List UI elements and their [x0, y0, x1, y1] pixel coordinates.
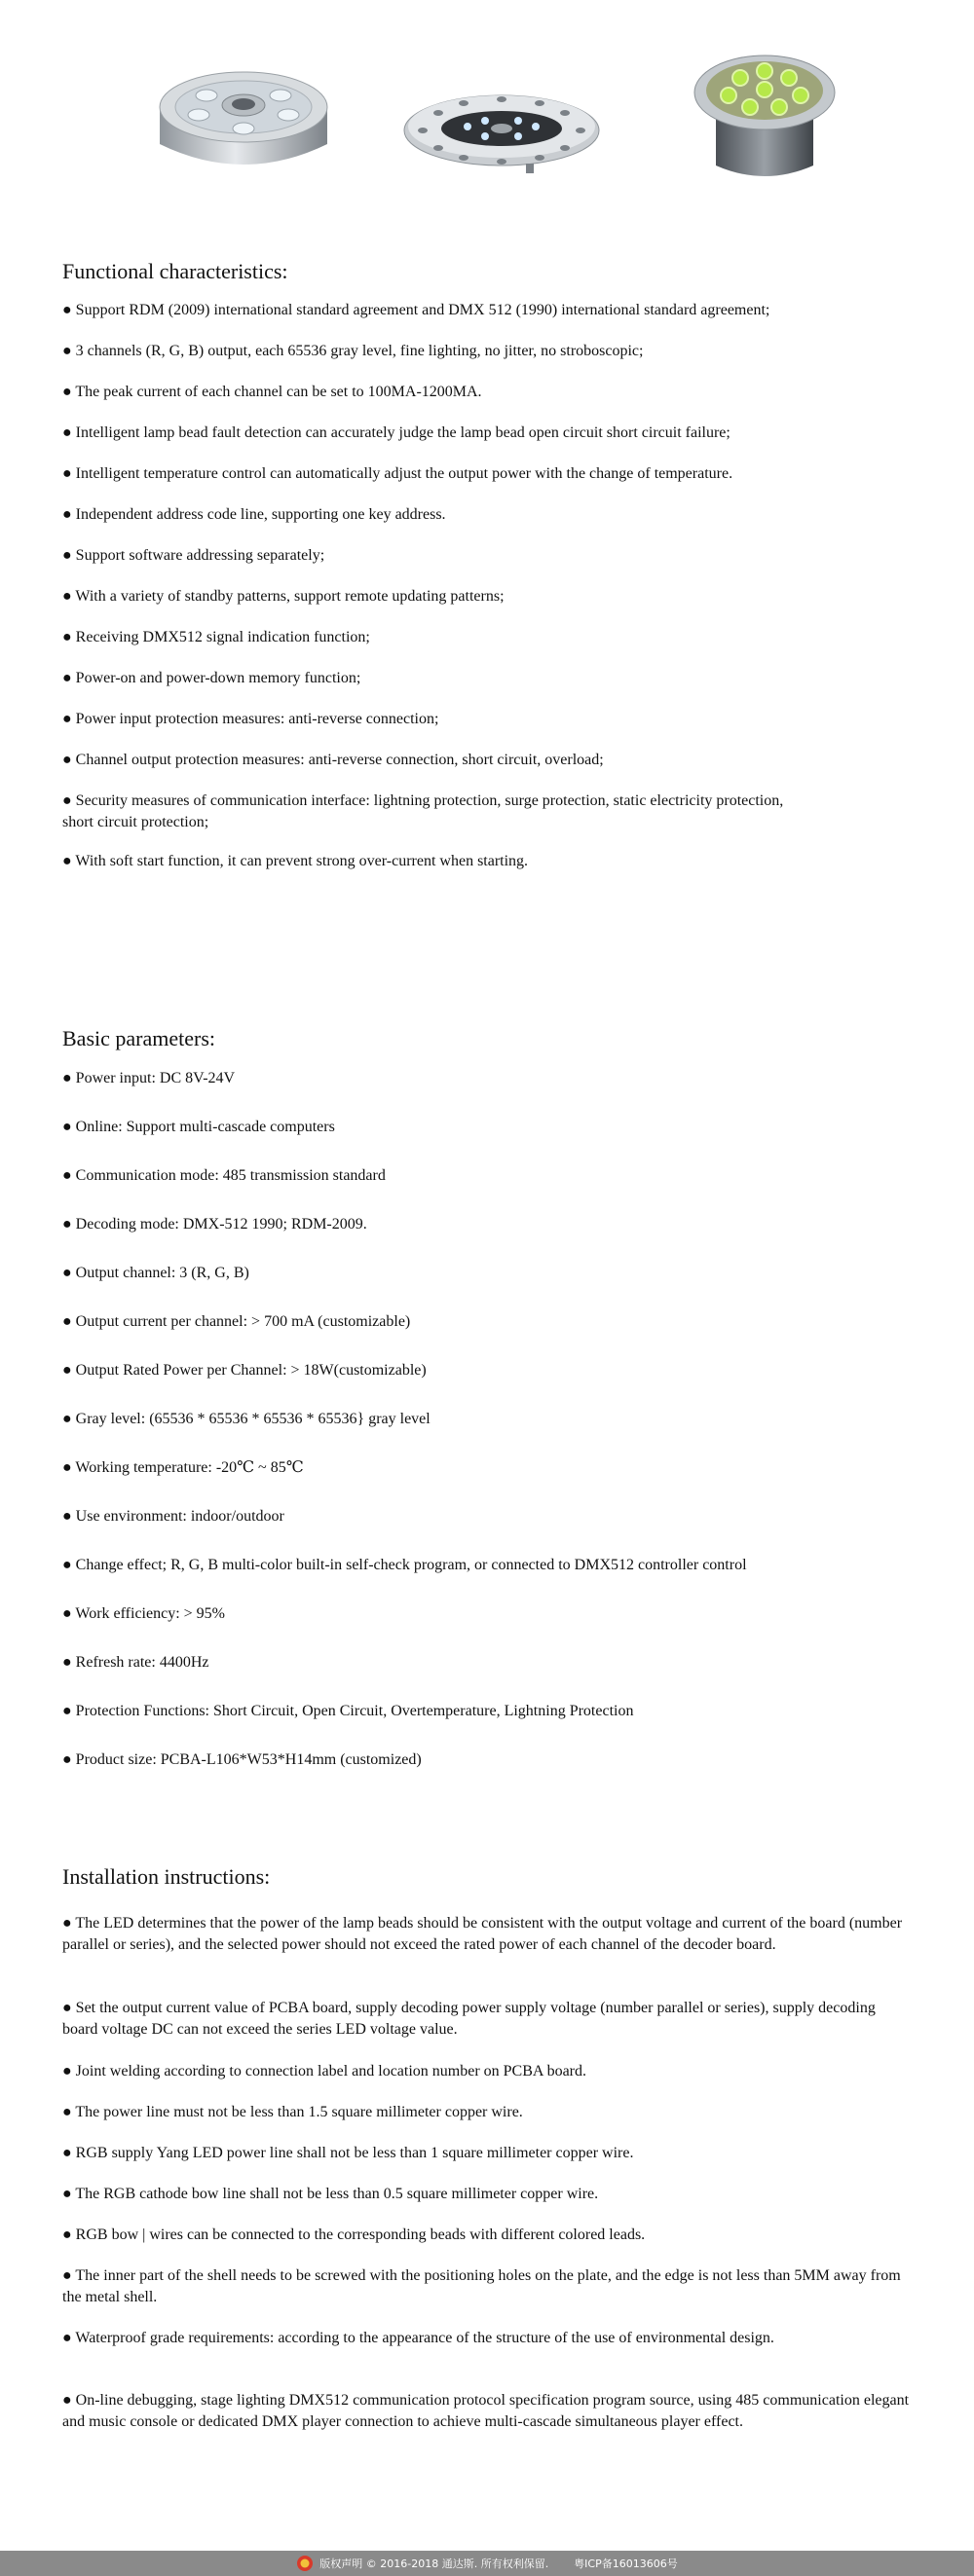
- list-item: ● Security measures of communication interface: lightning protection, surge protection, static electricity protection,: [62, 792, 784, 809]
- list-item: ● Product size: PCBA-L106*W53*H14mm (customized): [62, 1751, 422, 1768]
- list-item: ● Output channel: 3 (R, G, B): [62, 1265, 249, 1281]
- list-item-continuation: short circuit protection;: [62, 814, 209, 830]
- list-item: ● The power line must not be less than 1.5 square millimeter copper wire.: [62, 2104, 523, 2120]
- list-item: ● Support RDM (2009) international standard agreement and DMX 512 (1990) international standard agreement;: [62, 302, 770, 318]
- list-item: ● The inner part of the shell needs to be screwed with the positioning holes on the plate, and the edge is not less than 5MM away from the metal shell.: [62, 2267, 901, 2305]
- list-item: ● Waterproof grade requirements: according to the appearance of the structure of the use of environmental design.: [62, 2330, 774, 2346]
- functional-title: Functional characteristics:: [62, 259, 288, 283]
- list-item: ● Power input: DC 8V-24V: [62, 1070, 236, 1086]
- list-item: ● Change effect; R, G, B multi-color built-in self-check program, or connected to DMX512 controller control: [62, 1557, 747, 1573]
- list-item: ● Intelligent lamp bead fault detection can accurately judge the lamp bead open circuit short circuit failure;: [62, 424, 730, 441]
- list-item: ● Power input protection measures: anti-reverse connection;: [62, 711, 439, 727]
- list-item: ● RGB bow | wires can be connected to the corresponding beads with different colored leads.: [62, 2226, 646, 2243]
- list-item: ● On-line debugging, stage lighting DMX512 communication protocol specification program source, using 485 communication elegant and music console or dedicated DMX player connection to achieve multi-cascade simultaneous player effect.: [62, 2392, 910, 2430]
- list-item: ● Communication mode: 485 transmission standard: [62, 1167, 386, 1184]
- list-item: ● RGB supply Yang LED power line shall not be less than 1 square millimeter copper wire.: [62, 2145, 634, 2161]
- list-item: ● Refresh rate: 4400Hz: [62, 1654, 209, 1671]
- list-item: ● The LED determines that the power of the lamp beads should be consistent with the output voltage and current of the board (number parallel or series), and the selected power should not exceed the rated power of each channel of the decoder board.: [62, 1915, 903, 1953]
- list-item: ● The peak current of each channel can be set to 100MA-1200MA.: [62, 384, 482, 400]
- list-item: ● The RGB cathode bow line shall not be less than 0.5 square millimeter copper wire.: [62, 2186, 599, 2202]
- list-item: ● Output current per channel: > 700 mA (customizable): [62, 1313, 411, 1330]
- list-item: ● 3 channels (R, G, B) output, each 65536 gray level, fine lighting, no jitter, no stroboscopic;: [62, 343, 644, 359]
- list-item: ● Decoding mode: DMX-512 1990; RDM-2009.: [62, 1216, 367, 1233]
- basic-title: Basic parameters:: [62, 1026, 215, 1050]
- police-badge-icon: [296, 2555, 314, 2572]
- fountain-light-ring-image: [146, 39, 341, 195]
- list-item: ● Support software addressing separately;: [62, 547, 325, 564]
- list-item: ● With a variety of standby patterns, support remote updating patterns;: [62, 588, 505, 605]
- installation-section: [62, 1864, 974, 1890]
- footer: [0, 2551, 974, 2576]
- underwater-light-green-image: [682, 39, 847, 195]
- list-item: ● Protection Functions: Short Circuit, Open Circuit, Overtemperature, Lightning Protection: [62, 1703, 634, 1719]
- installation-title: Installation instructions:: [62, 1864, 271, 1889]
- icp-link[interactable]: 粤ICP备16013606号: [574, 2558, 678, 2570]
- list-item: ● Intelligent temperature control can automatically adjust the output power with the change of temperature.: [62, 465, 733, 482]
- list-item: ● Channel output protection measures: anti-reverse connection, short circuit, overload;: [62, 752, 604, 768]
- product-images: [0, 0, 974, 214]
- list-item: ● Independent address code line, supporting one key address.: [62, 506, 446, 523]
- list-item: ● Output Rated Power per Channel: > 18W(customizable): [62, 1362, 427, 1379]
- list-item: ● Joint welding according to connection label and location number on PCBA board.: [62, 2063, 586, 2079]
- list-item: ● Use environment: indoor/outdoor: [62, 1508, 284, 1525]
- list-item: ● Working temperature: -20℃ ~ 85℃: [62, 1459, 304, 1476]
- basic-parameters-section: [62, 1026, 974, 1051]
- fountain-light-disc-image: [399, 88, 604, 185]
- list-item: ● Power-on and power-down memory function;: [62, 670, 361, 686]
- list-item: ● Receiving DMX512 signal indication function;: [62, 629, 370, 645]
- list-item: ● Work efficiency: > 95%: [62, 1605, 225, 1622]
- copyright-text: 版权声明 © 2016-2018 通达斯. 所有权利保留.: [319, 2558, 549, 2570]
- list-item: ● With soft start function, it can prevent strong over-current when starting.: [62, 853, 529, 869]
- list-item: ● Set the output current value of PCBA board, supply decoding power supply voltage (number parallel or series), supply decoding board voltage DC can not exceed the series LED voltage value.: [62, 2000, 876, 2038]
- functional-characteristics-section: [62, 259, 974, 284]
- list-item: ● Online: Support multi-cascade computers: [62, 1119, 335, 1135]
- list-item: ● Gray level: (65536 * 65536 * 65536 * 65536} gray level: [62, 1411, 431, 1427]
